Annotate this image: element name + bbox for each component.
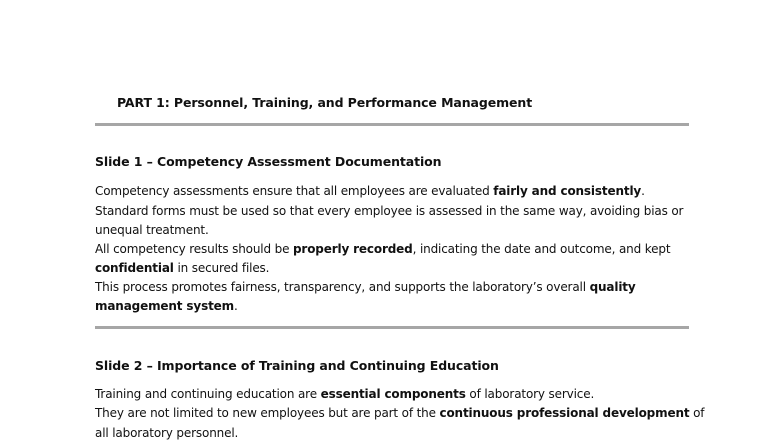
text-run: Training and continuing education are: [95, 387, 321, 401]
emphasis-text: properly recorded: [292, 242, 413, 256]
emphasis-text: confidential: [95, 261, 174, 275]
emphasis-text: quality: [589, 280, 636, 294]
slide-1-line-7: [95, 299, 238, 313]
text-run: , indicating the date and outcome, and kept: [412, 242, 671, 256]
text-run: This process promotes fairness, transparency, and supports the laboratory’s overall: [95, 280, 590, 294]
slide-1-line-1: [95, 184, 645, 198]
part-title: PART 1: Personnel, Training, and Performance Management: [117, 95, 533, 110]
text-run: in secured files.: [173, 261, 270, 275]
slide-2-line-2: [95, 406, 704, 420]
emphasis-text: fairly and consistently: [493, 184, 642, 198]
text-run: of laboratory service.: [465, 387, 595, 401]
text-run: Competency assessments ensure that all employees are evaluated: [95, 184, 494, 198]
section-divider: [95, 326, 689, 329]
slide-1-line-4: [95, 242, 670, 256]
emphasis-text: continuous professional development: [439, 406, 690, 420]
slide-2-heading: Slide 2 – Importance of Training and Continuing Education: [95, 358, 499, 373]
text-run: .: [234, 299, 238, 313]
slide-2-line-3: all laboratory personnel.: [95, 426, 239, 440]
text-run: .: [641, 184, 645, 198]
slide-1-line-5: [95, 261, 269, 275]
emphasis-text: management system: [95, 299, 235, 313]
slide-1-heading: Slide 1 – Competency Assessment Documentation: [95, 154, 442, 169]
emphasis-text: essential components: [320, 387, 466, 401]
slide-1-line-6: [95, 280, 636, 294]
text-run: They are not limited to new employees but are part of the: [95, 406, 440, 420]
slide-1-line-3: unequal treatment.: [95, 223, 209, 237]
text-run: of: [689, 406, 705, 420]
slide-2-line-1: [95, 387, 594, 401]
slide-1-line-2: Standard forms must be used so that every employee is assessed in the same way, avoiding bias or: [95, 204, 684, 218]
section-divider: [95, 123, 689, 126]
text-run: All competency results should be: [95, 242, 293, 256]
